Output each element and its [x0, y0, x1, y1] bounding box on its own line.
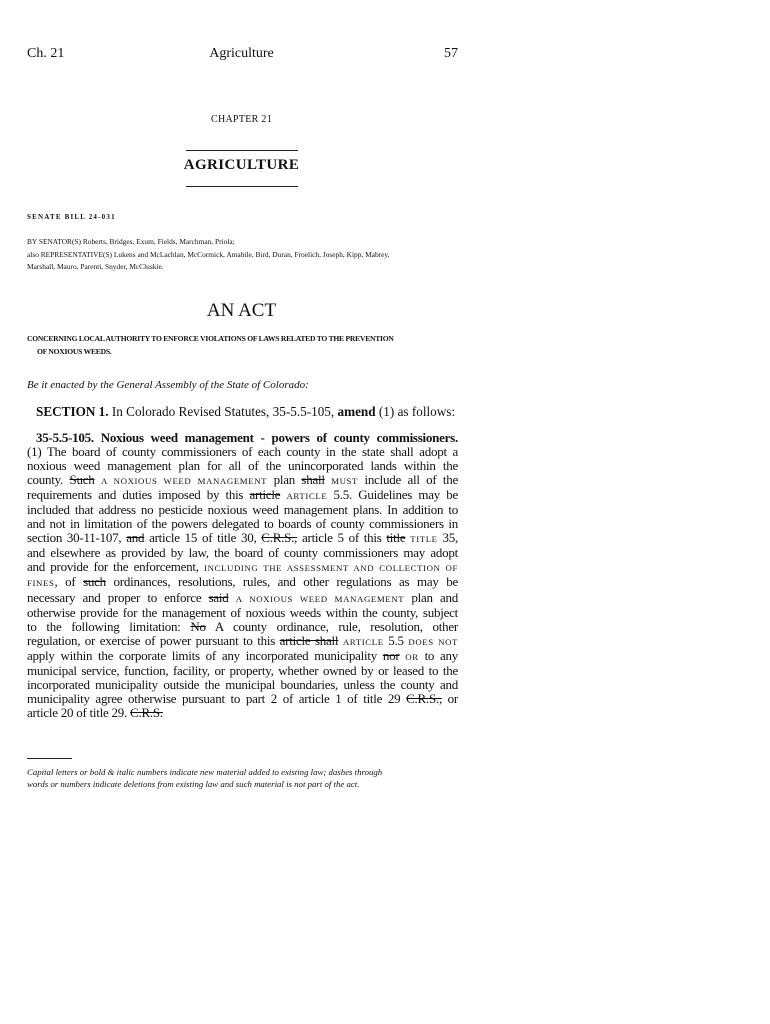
statute-line: and not in limitation of the powers delegated to boards of county commissioners in [27, 516, 458, 532]
sponsors-representatives-cont: Marshall, Mauro, Parenti, Snyder, McCluskie. [27, 262, 164, 272]
deleted-text: article [249, 487, 281, 503]
concerning-line-1: CONCERNING LOCAL AUTHORITY TO ENFORCE VIOLATIONS OF LAWS RELATED TO THE PREVENTION [27, 334, 394, 343]
deleted-text: said [208, 589, 229, 605]
deleted-text: No [190, 618, 206, 634]
statute-line: (1) The board of county commissioners of each county in the state shall adopt a [27, 444, 458, 460]
sponsors-senators: BY SENATOR(S) Roberts, Bridges, Exum, Fields, Marchman, Priola; [27, 237, 235, 246]
chapter-title: AGRICULTURE [183, 157, 300, 173]
amend-word: amend [337, 404, 376, 419]
deleted-text: article shall [279, 632, 339, 648]
concerning-line-2: OF NOXIOUS WEEDS. [37, 347, 112, 356]
inserted-text: A NOXIOUS WEED MANAGEMENT [100, 476, 268, 487]
footnote-line-2: words or numbers indicate deletions from existing law and such material is not part of the act. [27, 778, 360, 789]
footnote [27, 767, 467, 791]
inserted-text: MUST [331, 476, 359, 487]
inserted-text: TITLE [410, 534, 438, 545]
deleted-text: and [126, 530, 145, 546]
enacting-clause: Be it enacted by the General Assembly of the State of Colorado: [27, 379, 309, 391]
inserted-text: A NOXIOUS WEED MANAGEMENT [235, 593, 405, 604]
concerning-clause [27, 332, 459, 358]
inserted-text: FINES [27, 578, 55, 589]
statute-line: requirements and duties imposed by this article ARTICLE 5.5. Guidelines may be [27, 487, 459, 503]
statute-line: FINES, of such ordinances, resolutions, rules, and other regulations as may be [27, 574, 458, 590]
statute-line: municipal service, function, facility, or property, whether owned by or leased to the [27, 662, 458, 678]
inserted-text: ARTICLE [286, 491, 328, 502]
inserted-text: DOES NOT [408, 636, 459, 647]
page-number: 57 [444, 46, 458, 61]
deleted-text: such [83, 574, 106, 590]
running-header-subject: Agriculture [209, 46, 274, 61]
statute-line: regulation, or exercise of power pursuant to this article shall ARTICLE 5.5 DOES NOT [27, 632, 459, 648]
statute-line: section 30-11-107, and article 15 of title 30, C.R.S., article 5 of this title TITLE 35, [27, 530, 459, 546]
footnote-line-1: Capital letters or bold & italic numbers indicate new material added to existing law; dashes through [27, 767, 383, 777]
deleted-text: shall [301, 472, 325, 488]
section-intro-end: (1) as follows: [378, 404, 456, 419]
statute-line: noxious weed management plan for all of the unincorporated lands within the [27, 458, 458, 474]
statute-line: county. Such A NOXIOUS WEED MANAGEMENT plan shall MUST include all of the [27, 472, 459, 488]
statute-text [27, 431, 458, 720]
deleted-text: C.R.S. [130, 704, 163, 720]
bill-number: SENATE BILL 24-031 [27, 213, 116, 221]
inserted-text: ARTICLE [342, 636, 384, 647]
deleted-text: nor [382, 647, 400, 663]
section-label: SECTION 1. [36, 404, 109, 419]
statute-line: included that address no pesticide noxious weed management plans. In addition to [27, 502, 458, 518]
statute-line: incorporated municipality outside the municipal boundaries, unless the county and [27, 676, 458, 692]
inserted-text: OR [405, 651, 419, 662]
title-rule-top [186, 150, 298, 151]
statute-line: to the following limitation: No A county ordinance, rule, resolution, other [27, 618, 458, 634]
section-intro: In Colorado Revised Statutes, 35-5.5-105, [111, 404, 335, 419]
deleted-text: title [386, 530, 406, 546]
statute-line: article 20 of title 29. C.R.S. [27, 704, 163, 720]
footnote-rule [27, 758, 72, 759]
act-title: AN ACT [206, 300, 277, 321]
statute-line: and provide for the enforcement, INCLUDING THE ASSESSMENT AND COLLECTION OF [27, 559, 458, 575]
deleted-text: C.R.S., [261, 530, 298, 546]
deleted-text: C.R.S., [406, 690, 442, 706]
running-header-chapter: Ch. 21 [27, 46, 65, 61]
sponsors [27, 236, 467, 274]
statute-line: necessary and proper to enforce said A NOXIOUS WEED MANAGEMENT plan and [27, 589, 459, 605]
statute-line: otherwise provide for the management of noxious weeds within the county, subject [27, 604, 458, 620]
deleted-text: Such [69, 472, 95, 488]
statute-heading: 35-5.5-105. Noxious weed management - powers of county commissioners. [36, 430, 458, 445]
statute-line: municipality agree otherwise pursuant to part 2 of article 1 of title 29 C.R.S., or [27, 690, 459, 706]
sponsors-representatives: also REPRESENTATIVE(S) Lukens and McLachlan, McCormick, Amabile, Bird, Duran, Froelich, Joseph, Kipp, Mabrey, [27, 249, 390, 259]
section-1-heading [36, 404, 455, 420]
chapter-label: CHAPTER 21 [210, 114, 273, 125]
inserted-text: INCLUDING THE ASSESSMENT AND COLLECTION OF [204, 563, 458, 574]
statute-line: and elsewhere as provided by law, the board of county commissioners may adopt [27, 545, 458, 561]
statute-line: apply within the corporate limits of any incorporated municipality nor OR to any [27, 647, 459, 663]
title-rule-bottom [186, 186, 298, 187]
